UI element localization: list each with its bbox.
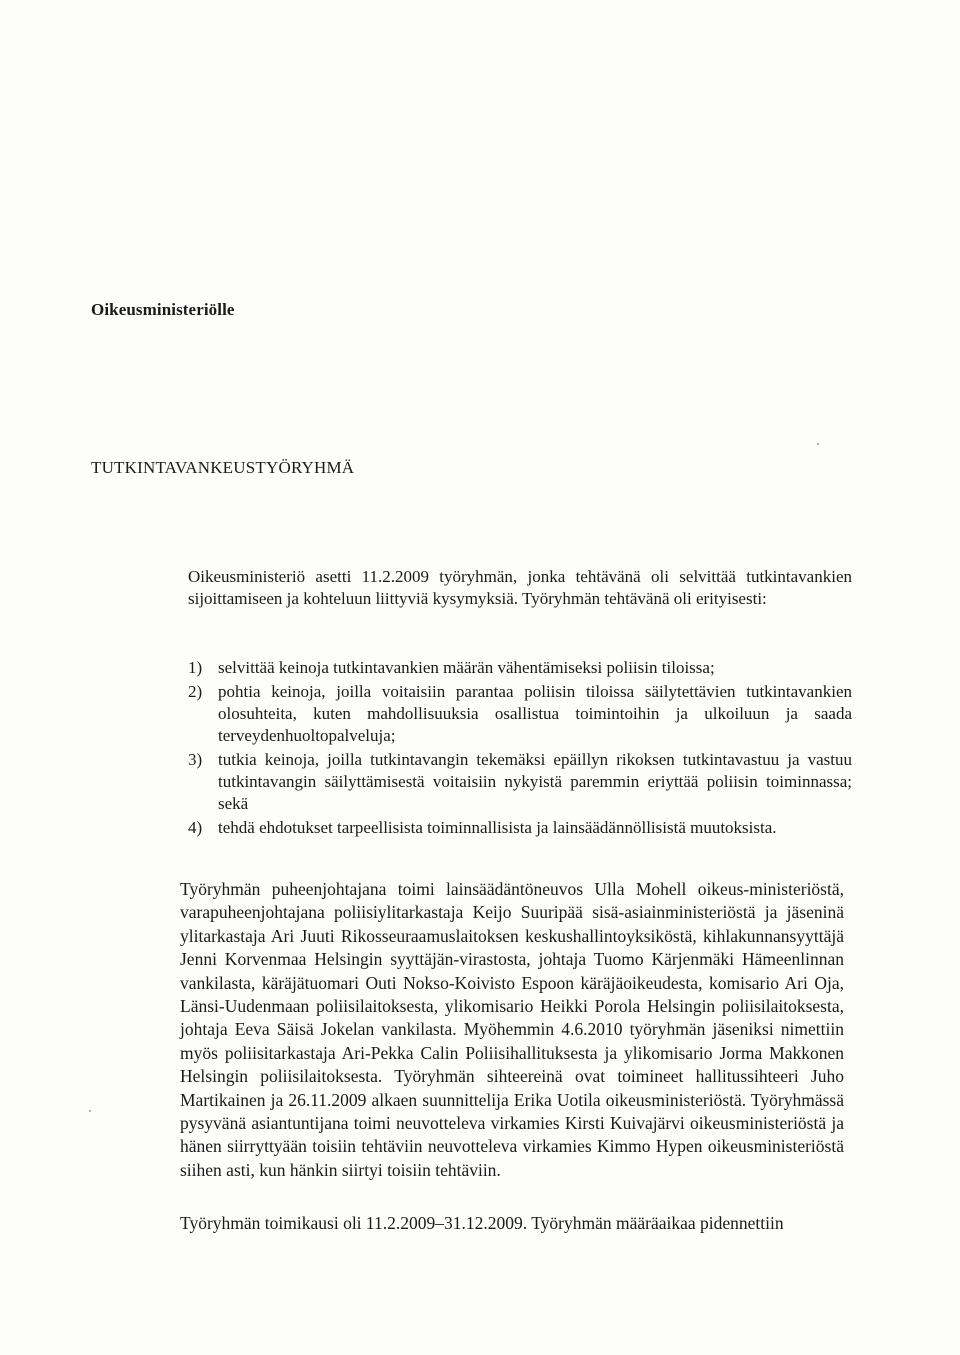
term-paragraph: Työryhmän toimikausi oli 11.2.2009–31.12.2009. Työryhmän määräaikaa pidennettiin bbox=[180, 1213, 784, 1233]
task-list bbox=[188, 657, 852, 841]
task-number: 4) bbox=[188, 818, 203, 837]
task-item bbox=[188, 681, 852, 747]
scan-speck bbox=[817, 443, 819, 445]
addressee-heading: Oikeusministeriölle bbox=[91, 300, 235, 319]
task-number: 1) bbox=[188, 658, 203, 677]
task-text: tutkia keinoja, joilla tutkintavangin tekemäksi epäillyn rikoksen tutkintavastuu ja vastuu tutkintavangin säilyttämisestä voitaisiin nykyistä paremmin eriyttää poliisin toiminnassa; sekä bbox=[218, 750, 852, 813]
scan-speck bbox=[89, 1110, 91, 1112]
task-item bbox=[188, 657, 852, 679]
task-item bbox=[188, 817, 852, 839]
task-item bbox=[188, 749, 852, 815]
task-number: 3) bbox=[188, 750, 203, 769]
task-text: pohtia keinoja, joilla voitaisiin parantaa poliisin tiloissa säilytettävien tutkintavankien olosuhteita, kuten mahdollisuuksia osallistua toimintoihin ja ulkoiluun ja saada terveydenhuoltopalveluja; bbox=[218, 682, 852, 745]
task-number: 2) bbox=[188, 682, 203, 701]
task-text: tehdä ehdotukset tarpeellisista toiminnallisista ja lainsäädännöllisistä muutoksista. bbox=[218, 818, 777, 837]
intro-paragraph: Oikeusministeriö asetti 11.2.2009 työryhmän, jonka tehtävänä oli selvittää tutkintavankien sijoittamiseen ja kohteluun liittyviä kysymyksiä. Työryhmän tehtävänä oli erityisesti: bbox=[188, 567, 852, 608]
working-group-title: TUTKINTAVANKEUSTYÖRYHMÄ bbox=[91, 458, 355, 477]
members-paragraph: Työryhmän puheenjohtajana toimi lainsäädäntöneuvos Ulla Mohell oikeus-ministeriöstä, varapuheenjohtajana poliisiylitarkastaja Keijo Suuripää sisä-asiainministeriöstä ja jäseninä ylitarkastaja Ari Juuti Rikosseuraamuslaitoksen keskushallintoyksiköstä, kihlakunnansyyttäjä Jenni Korvenmaa Helsingin syyttäjän-virastosta, johtaja Tuomo Kärjenmäki Hämeenlinnan vankilasta, käräjätuomari Outi Nokso-Koivisto Espoon käräjäoikeudesta, komisario Ari Oja, Länsi-Uudenmaan poliisilaitoksesta, ylikomisario Heikki Porola Helsingin poliisilaitoksesta, johtaja Eeva Säisä Jokelan vankilasta. Myöhemmin 4.6.2010 työryhmän jäseniksi nimettiin myös poliisitarkastaja Ari-Pekka Calin Poliisihallituksesta ja ylikomisario Jorma Makkonen Helsingin poliisilaitoksesta. Työryhmän sihteereinä ovat toimineet hallitussihteeri Juho Martikainen ja 26.11.2009 alkaen suunnittelija Erika Uotila oikeusministeriöstä. Työryhmässä pysyvänä asiantuntijana toimi neuvotteleva virkamies Kirsti Kuivajärvi oikeusministeriöstä ja hänen siirryttyään toisiin tehtäviin neuvotteleva virkamies Kimmo Hypen oikeusministeriöstä siihen asti, kun hänkin siirtyi toisiin tehtäviin. bbox=[180, 879, 844, 1180]
task-text: selvittää keinoja tutkintavankien määrän vähentämiseksi poliisin tiloissa; bbox=[218, 658, 715, 677]
